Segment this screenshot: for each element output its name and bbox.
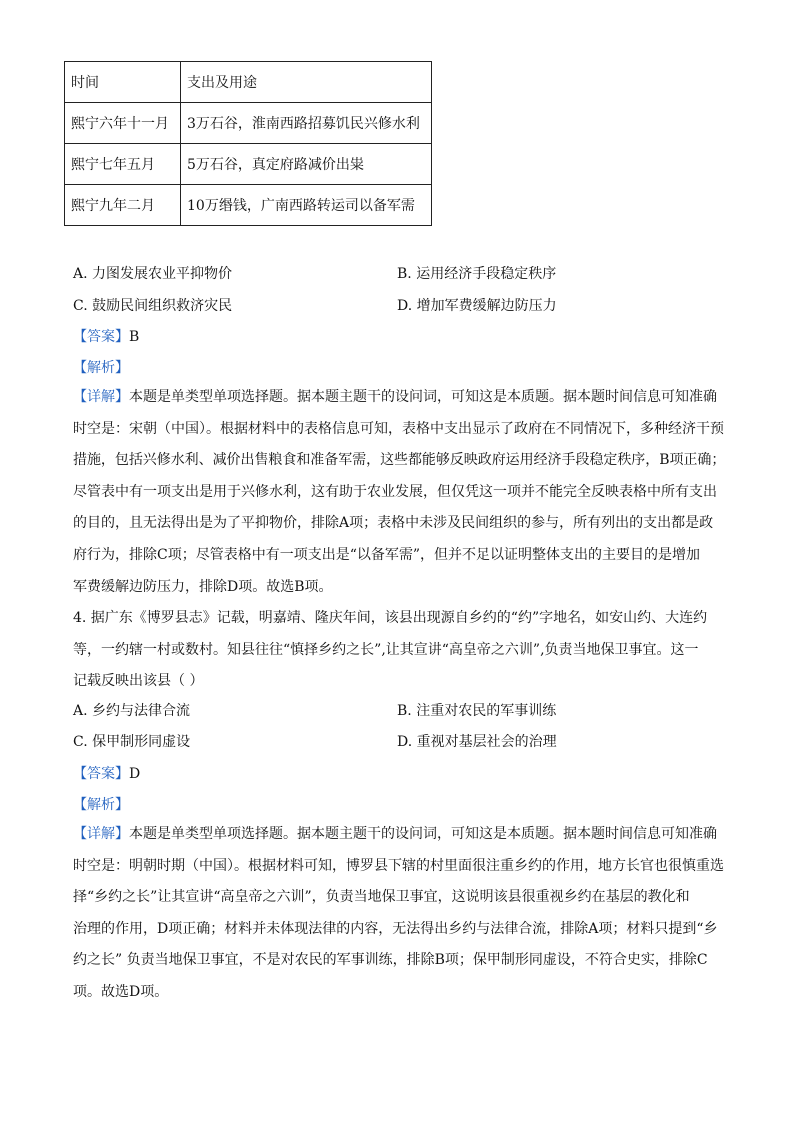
answer-value: B [129, 329, 140, 345]
table-cell: 10万缗钱，广南西路转运司以备军需 [181, 185, 432, 226]
detail-line: 时空是：明朝时期（中国）。根据材料可知，博罗县下辖的村里面很注重乡约的作用，地方长官也很慎重选 [73, 857, 724, 874]
q3-option-a: A. 力图发展农业平抑物价 [73, 266, 233, 282]
stem-line: 记载反映出该县（ ） [73, 673, 204, 690]
q4-stem [73, 603, 725, 698]
expenditure-table [64, 61, 432, 226]
q3-analysis-heading [73, 357, 129, 379]
q4-option-c: C. 保甲制形同虚设 [73, 734, 191, 750]
detail-line: 府行为，排除C项；尽管表格中有一项支出是“以备军需”，但并不足以证明整体支出的主要目的是增加 [73, 546, 701, 563]
q4-detail [73, 819, 725, 1009]
analysis-tag: 【解析】 [73, 360, 129, 376]
q3-detail [73, 382, 725, 603]
detail-line: 尽管表中有一项支出是用于兴修水利，这有助于农业发展，但仅凭这一项并不能完全反映表格中所有支出 [73, 483, 717, 500]
table-cell: 熙宁六年十一月 [65, 103, 181, 144]
analysis-tag: 【解析】 [73, 797, 129, 813]
q4-analysis-heading [73, 794, 129, 816]
detail-line: 时空是：宋朝（中国）。根据材料中的表格信息可知，表格中支出显示了政府在不同情况下，多种经济干预 [73, 420, 724, 437]
table-header-cell: 时间 [65, 62, 181, 103]
q4-option-a: A. 乡约与法律合流 [73, 703, 191, 719]
detail-line: 治理的作用，D项正确；材料并未体现法律的内容，无法得出乡约与法律合流，排除A项；材料只提到“乡 [73, 920, 718, 937]
table-cell: 熙宁七年五月 [65, 144, 181, 185]
detail-line: 的目的，且无法得出是为了平抑物价，排除A项；表格中未涉及民间组织的参与，所有列出的支出都是政 [73, 515, 714, 532]
detail-tag: 【详解】 [73, 389, 129, 405]
q4-option-b: B. 注重对农民的军事训练 [397, 703, 557, 719]
answer-tag: 【答案】 [73, 329, 129, 345]
stem-line: 4. 据广东《博罗县志》记载，明嘉靖、隆庆年间，该县出现源自乡约的“约”字地名，如安山约、大连约 [73, 610, 708, 626]
q4-answer [73, 763, 140, 785]
table-row [65, 144, 432, 185]
detail-line: 措施，包括兴修水利、减价出售粮食和准备军需，这些都能够反映政府运用经济手段稳定秩序，B项正确； [73, 452, 726, 469]
detail-line: 约之长” 负责当地保卫事宜，不是对农民的军事训练，排除B项；保甲制形同虚设，不符合史实，排除C [73, 952, 708, 969]
q3-option-d: D. 增加军费缓解边防压力 [397, 298, 557, 314]
q3-option-c: C. 鼓励民间组织救济灾民 [73, 298, 233, 314]
table-row [65, 185, 432, 226]
table-cell: 3万石谷，淮南西路招募饥民兴修水利 [181, 103, 432, 144]
stem-line: 等，一约辖一村或数村。知县往往“慎择乡约之长”,让其宣讲“高皇帝之六训”,负责当地保卫事宜。这一 [73, 641, 699, 658]
detail-line: 军费缓解边防压力，排除D项。故选B项。 [73, 578, 333, 595]
detail-line: 项。故选D项。 [73, 983, 169, 1000]
table-cell: 熙宁九年二月 [65, 185, 181, 226]
detail-line: 【详解】本题是单类型单项选择题。据本题主题干的设问词，可知这是本质题。据本题时间信息可知准确 [73, 389, 717, 405]
table-header-cell: 支出及用途 [181, 62, 432, 103]
detail-line: 择“乡约之长”让其宣讲“高皇帝之六训”，负责当地保卫事宜，这说明该县很重视乡约在基层的教化和 [73, 889, 690, 906]
answer-tag: 【答案】 [73, 766, 129, 782]
detail-tag: 【详解】 [73, 826, 129, 842]
table-header-row [65, 62, 432, 103]
table-cell: 5万石谷，真定府路减价出粜 [181, 144, 432, 185]
q3-answer [73, 326, 139, 348]
q4-option-d: D. 重视对基层社会的治理 [397, 734, 557, 750]
answer-value: D [129, 766, 141, 782]
table-row [65, 103, 432, 144]
detail-line: 【详解】本题是单类型单项选择题。据本题主题干的设问词，可知这是本质题。据本题时间信息可知准确 [73, 826, 717, 842]
q3-option-b: B. 运用经济手段稳定秩序 [397, 266, 557, 282]
